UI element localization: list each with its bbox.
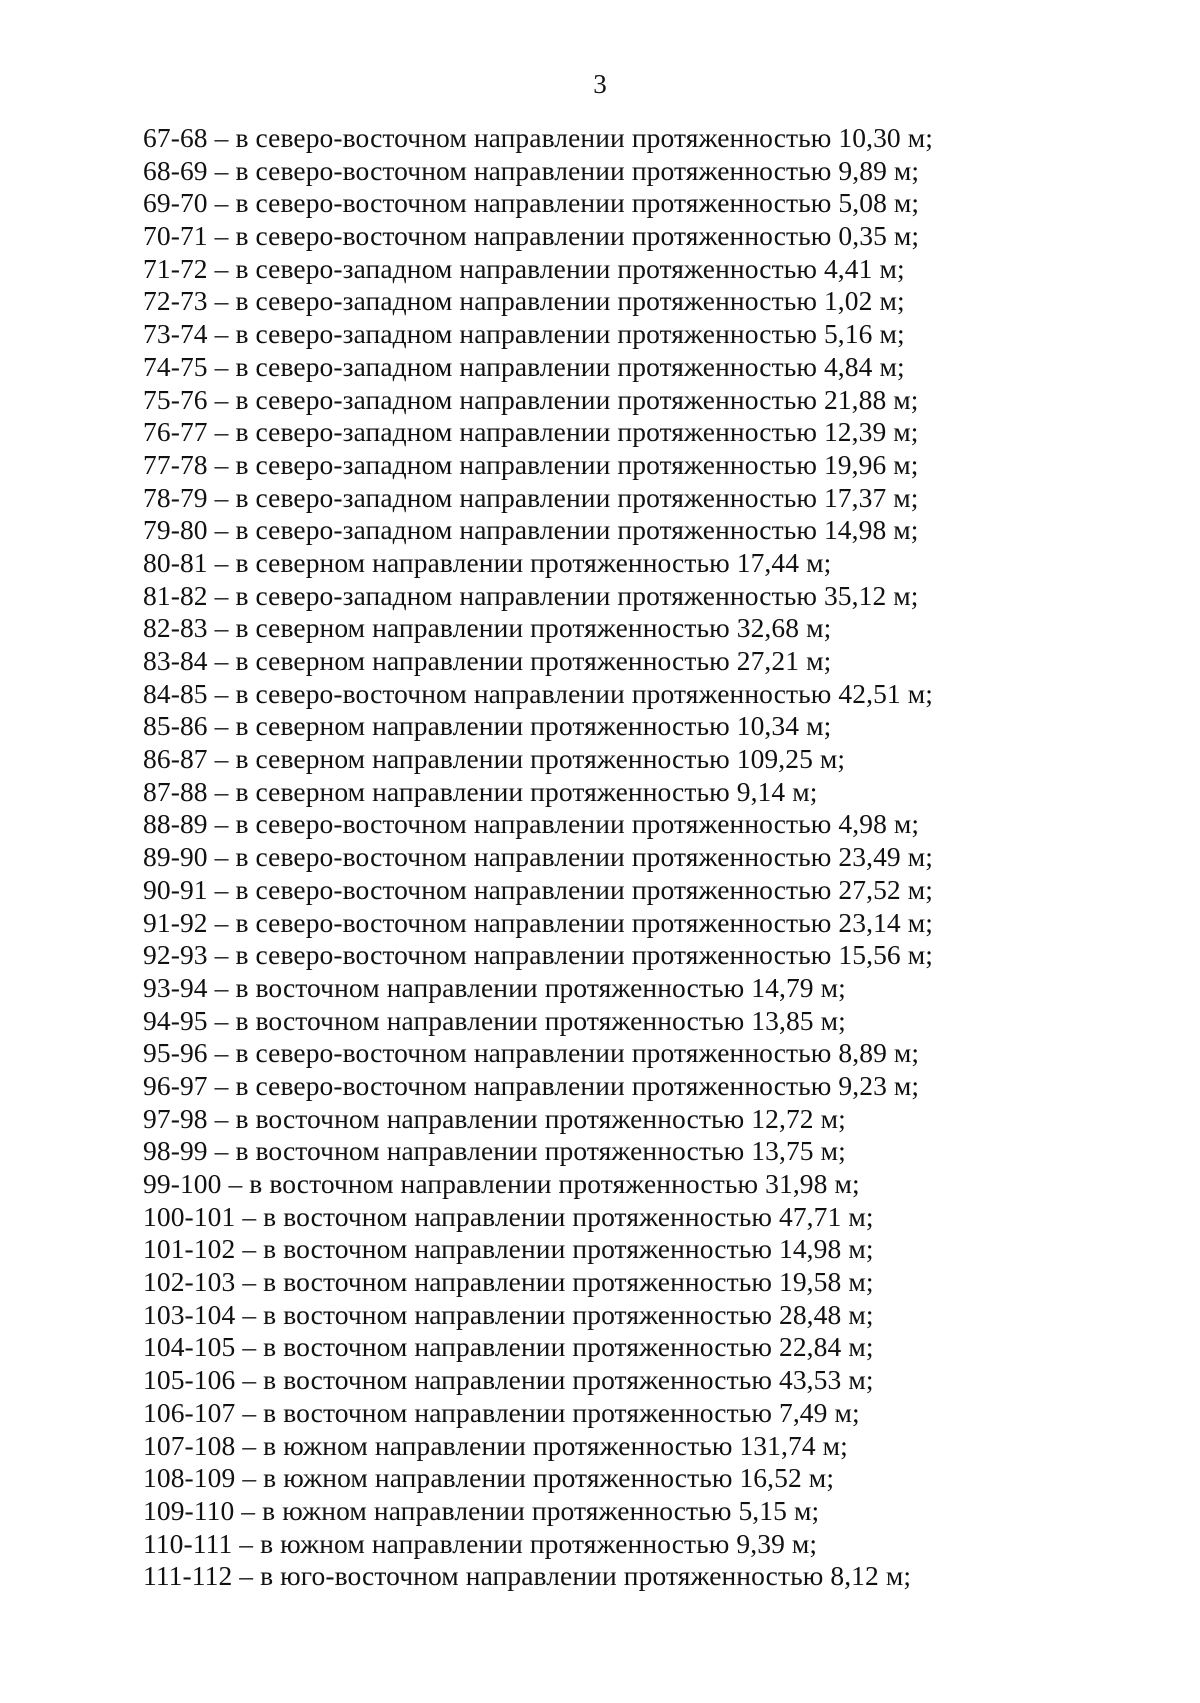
- boundary-segment-line: 89-90 – в северо-восточном направлении протяженностью 23,49 м;: [143, 841, 933, 873]
- boundary-segment-line: 78-79 – в северо-западном направлении протяженностью 17,37 м;: [143, 481, 919, 513]
- boundary-segment-line: 67-68 – в северо-восточном направлении протяженностью 10,30 м;: [143, 122, 933, 153]
- boundary-segment-line: 99-100 – в восточном направлении протяженностью 31,98 м;: [143, 1168, 860, 1199]
- boundary-segment-line: 69-70 – в северо-восточном направлении протяженностью 5,08 м;: [143, 187, 920, 219]
- boundary-segment-line: 74-75 – в северо-западном направлении протяженностью 4,84 м;: [143, 350, 905, 382]
- page-number: 3: [593, 69, 607, 99]
- boundary-segment-line: 94-95 – в восточном направлении протяженностью 13,85 м;: [143, 1004, 846, 1036]
- boundary-segment-line: 80-81 – в северном направлении протяженностью 17,44 м;: [143, 546, 832, 578]
- boundary-segment-line: 98-99 – в восточном направлении протяженностью 13,75 м;: [143, 1135, 846, 1167]
- boundary-segment-line: 91-92 – в северо-восточном направлении протяженностью 23,14 м;: [143, 906, 933, 938]
- boundary-segment-line: 81-82 – в северо-западном направлении протяженностью 35,12 м;: [143, 579, 919, 611]
- boundary-segment-line: 108-109 – в южном направлении протяженностью 16,52 м;: [143, 1462, 835, 1494]
- boundary-segment-line: 111-112 – в юго-восточном направлении протяженностью 8,12 м;: [143, 1560, 912, 1592]
- boundary-segment-line: 90-91 – в северо-восточном направлении протяженностью 27,52 м;: [143, 873, 933, 905]
- boundary-segment-line: 95-96 – в северо-восточном направлении протяженностью 8,89 м;: [143, 1037, 920, 1069]
- boundary-segment-line: 88-89 – в северо-восточном направлении протяженностью 4,98 м;: [143, 808, 920, 840]
- boundary-segment-line: 105-106 – в восточном направлении протяженностью 43,53 м;: [143, 1364, 874, 1396]
- boundary-segment-line: 103-104 – в восточном направлении протяженностью 28,48 м;: [143, 1298, 874, 1330]
- boundary-segment-line: 92-93 – в северо-восточном направлении протяженностью 15,56 м;: [143, 939, 933, 971]
- boundary-segment-line: 106-107 – в восточном направлении протяженностью 7,49 м;: [143, 1396, 860, 1428]
- boundary-segment-line: 107-108 – в южном направлении протяженностью 131,74 м;: [143, 1429, 848, 1461]
- boundary-segment-line: 79-80 – в северо-западном направлении протяженностью 14,98 м;: [143, 514, 919, 546]
- boundary-segment-line: 104-105 – в восточном направлении протяженностью 22,84 м;: [143, 1331, 874, 1363]
- boundary-segment-line: 73-74 – в северо-западном направлении протяженностью 5,16 м;: [143, 318, 905, 350]
- boundary-segment-line: 71-72 – в северо-западном направлении протяженностью 4,41 м;: [143, 252, 905, 284]
- boundary-segment-line: 83-84 – в северном направлении протяженностью 27,21 м;: [143, 645, 832, 676]
- boundary-segment-line: 72-73 – в северо-западном направлении протяженностью 1,02 м;: [143, 285, 905, 317]
- boundary-segment-line: 97-98 – в восточном направлении протяженностью 12,72 м;: [143, 1102, 846, 1134]
- boundary-segment-line: 109-110 – в южном направлении протяженностью 5,15 м;: [143, 1494, 820, 1526]
- boundary-segment-line: 70-71 – в северо-восточном направлении протяженностью 0,35 м;: [143, 220, 920, 252]
- boundary-segment-line: 93-94 – в восточном направлении протяженностью 14,79 м;: [143, 971, 846, 1003]
- boundary-segment-line: 82-83 – в северном направлении протяженностью 32,68 м;: [143, 612, 832, 644]
- boundary-segment-line: 102-103 – в восточном направлении протяженностью 19,58 м;: [143, 1266, 874, 1298]
- boundary-segment-line: 100-101 – в восточном направлении протяженностью 47,71 м;: [143, 1200, 874, 1232]
- boundary-segment-line: 110-111 – в южном направлении протяженностью 9,39 м;: [143, 1527, 818, 1559]
- boundary-segment-line: 85-86 – в северном направлении протяженностью 10,34 м;: [143, 710, 832, 742]
- boundary-segment-line: 76-77 – в северо-западном направлении протяженностью 12,39 м;: [143, 416, 919, 448]
- boundary-segment-line: 96-97 – в северо-восточном направлении протяженностью 9,23 м;: [143, 1069, 920, 1101]
- boundary-segment-line: 87-88 – в северном направлении протяженностью 9,14 м;: [143, 775, 818, 807]
- boundary-segment-line: 84-85 – в северо-восточном направлении протяженностью 42,51 м;: [143, 677, 933, 709]
- boundary-segment-line: 86-87 – в северном направлении протяженностью 109,25 м;: [143, 743, 846, 775]
- boundary-segment-line: 77-78 – в северо-западном направлении протяженностью 19,96 м;: [143, 448, 919, 480]
- boundary-segment-line: 75-76 – в северо-западном направлении протяженностью 21,88 м;: [143, 383, 919, 415]
- boundary-segment-line: 68-69 – в северо-восточном направлении протяженностью 9,89 м;: [143, 154, 920, 186]
- boundary-segment-list: [143, 122, 1143, 1593]
- boundary-segment-line: 101-102 – в восточном направлении протяженностью 14,98 м;: [143, 1233, 874, 1265]
